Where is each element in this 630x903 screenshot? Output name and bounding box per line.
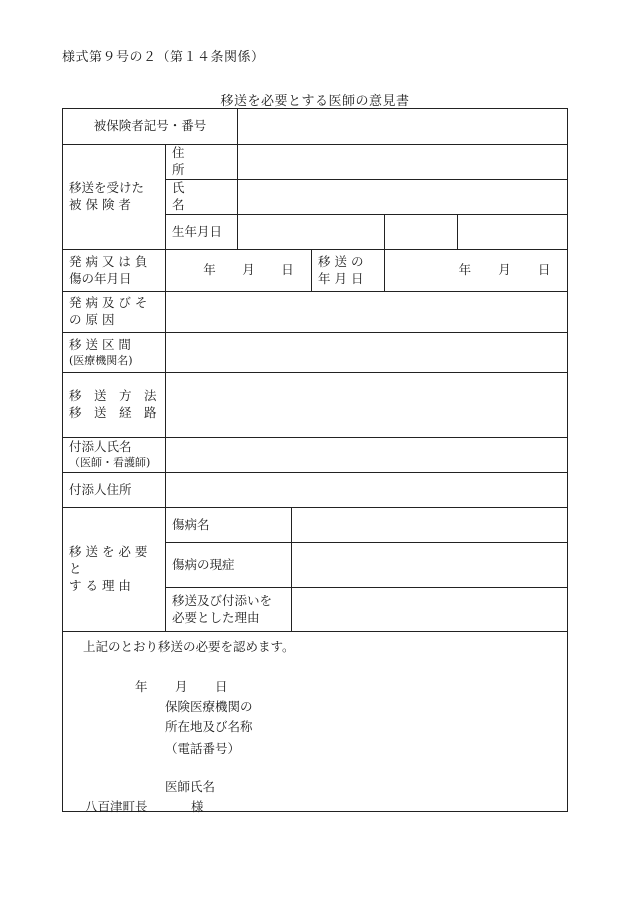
attendant-address-field[interactable] [166, 473, 568, 508]
form-number: 様式第９号の２（第１４条関係） [62, 50, 265, 65]
transfer-month: 月 [498, 262, 511, 278]
reason-label: 移 送 を 必 要 と す る 理 由 [63, 508, 166, 632]
certification-day: 日 [215, 679, 228, 694]
method-route-label: 移 送 方 法 移 送 経 路 [63, 373, 166, 438]
disease-name-field[interactable] [292, 508, 568, 543]
institution-line-2: 所在地及び名称 [165, 719, 253, 734]
onset-date-label: 発 病 又 は 負 傷の年月日 [63, 250, 166, 292]
form-table [62, 108, 568, 812]
birthdate-extra-field[interactable] [385, 215, 458, 250]
name-field[interactable] [238, 180, 568, 215]
attendant-name-label-cell [63, 438, 166, 473]
disease-status-label: 傷病の現症 [166, 543, 292, 588]
insured-number-label: 被保険者記号・番号 [63, 109, 238, 145]
patient-label: 移送を受けた 被 保 険 者 [63, 145, 166, 250]
attendant-name-label: 付添人氏名 [69, 439, 132, 455]
document-title: 移送を必要とする医師の意見書 [220, 94, 410, 109]
cause-field[interactable] [166, 292, 568, 333]
transfer-date-field[interactable] [385, 250, 568, 292]
onset-month: 月 [242, 262, 255, 278]
phone-label: （電話番号） [165, 741, 241, 756]
attendant-name-sublabel: （医師・看護師) [69, 456, 151, 470]
birthdate-label: 生年月日 [166, 215, 238, 250]
disease-status-field[interactable] [292, 543, 568, 588]
name-label: 氏 名 [166, 180, 238, 215]
transfer-year: 年 [458, 262, 472, 278]
onset-day: 日 [281, 262, 294, 278]
doctor-name-label: 医師氏名 [165, 779, 216, 794]
attendant-name-field[interactable] [166, 438, 568, 473]
section-label: 移 送 区 間 [69, 336, 131, 352]
attendant-address-label: 付添人住所 [63, 473, 166, 508]
section-field[interactable] [166, 333, 568, 373]
birthdate-extra-field-2[interactable] [458, 215, 568, 250]
transfer-date-label: 移 送 の 年 月 日 [312, 250, 385, 292]
insured-number-field[interactable] [238, 109, 568, 145]
birthdate-field[interactable] [238, 215, 385, 250]
address-field[interactable] [238, 145, 568, 180]
section-label-cell [63, 333, 166, 373]
transfer-reason-label: 移送及び付添いを 必要とした理由 [166, 588, 292, 632]
transfer-day: 日 [537, 262, 551, 278]
institution-line-1: 保険医療機関の [165, 699, 253, 714]
honorific: 様 [191, 799, 204, 814]
transfer-reason-field[interactable] [292, 588, 568, 632]
cause-label: 発 病 及 び そ の 原 因 [63, 292, 166, 333]
addressee: 八百津町長 [85, 799, 148, 814]
address-label: 住 所 [166, 145, 238, 180]
onset-date-field[interactable] [166, 250, 312, 292]
onset-year: 年 [203, 262, 216, 278]
certification-statement: 上記のとおり移送の必要を認めます。 [83, 639, 295, 654]
certification-year: 年 [135, 679, 148, 694]
section-sublabel: (医療機関名) [69, 353, 133, 367]
disease-name-label: 傷病名 [166, 508, 292, 543]
method-route-field[interactable] [166, 373, 568, 438]
certification-month: 月 [175, 679, 188, 694]
